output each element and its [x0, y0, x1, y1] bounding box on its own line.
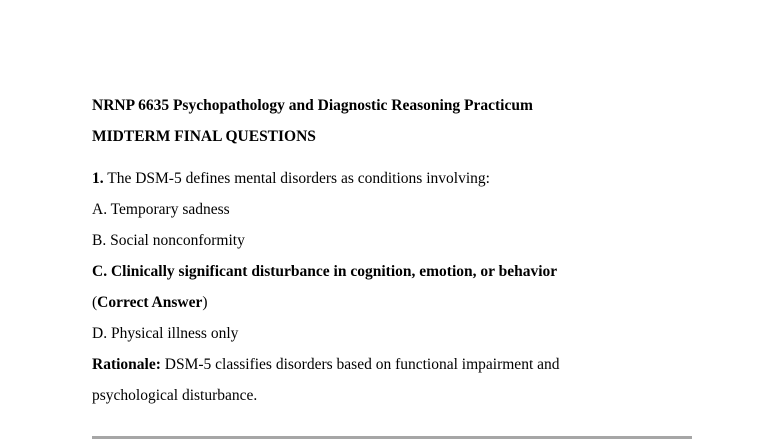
- horizontal-rule: [92, 436, 692, 439]
- rationale-text: DSM-5 classifies disorders based on functional impairment and: [160, 356, 560, 373]
- paren-open: (: [92, 294, 98, 311]
- option-c: C. Clinically significant disturbance in cognition, emotion, or behavior: [92, 263, 558, 280]
- question-stem: [92, 163, 712, 194]
- spacer: [92, 152, 712, 163]
- option-d: D. Physical illness only: [92, 325, 239, 342]
- rationale: [92, 349, 712, 380]
- document-content: [92, 90, 712, 411]
- question-number: 1.: [92, 170, 104, 187]
- correct-answer-label: Correct Answer: [97, 294, 203, 311]
- paren-close: ): [202, 294, 208, 311]
- question-text: The DSM-5 defines mental disorders as conditions involving:: [103, 170, 490, 187]
- correct-answer-marker: [92, 287, 712, 318]
- option-b: B. Social nonconformity: [92, 232, 245, 249]
- exam-title: MIDTERM FINAL QUESTIONS: [92, 128, 316, 145]
- rationale-label: Rationale:: [92, 356, 161, 373]
- rationale-continued: psychological disturbance.: [92, 387, 258, 404]
- option-a: A. Temporary sadness: [92, 201, 230, 218]
- course-title: NRNP 6635 Psychopathology and Diagnostic Reasoning Practicum: [92, 97, 533, 114]
